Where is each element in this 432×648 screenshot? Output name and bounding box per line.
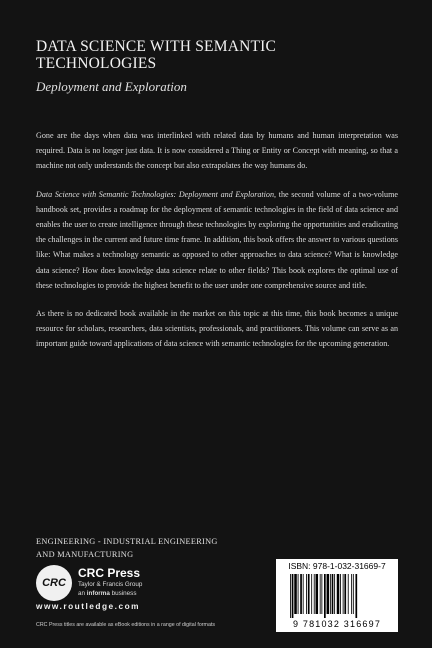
informa-word: informa — [86, 590, 110, 597]
barcode-bar — [308, 574, 310, 614]
barcode-bar — [344, 574, 346, 614]
blurb-paragraph-2-text: , the second volume of a two-volume handbook set, provides a roadmap for the deployment of semantic technologies in the field of data science and enables the user to create intelligence through these technologies by exploring the opportunities and eradicating the challenges in the current and future time frame. In addition, this book offers the answer to various questions like: What makes a technology semantic as opposed to other approaches to data science? What is knowledge data science? How does knowledge data science relate to other fields? This book explores the optimal use of these technologies to provide the highest benefit to the user under one comprehensive source and title. — [36, 189, 398, 290]
book-title-italic: Data Science with Semantic Technologies: Deployment and Exploration — [36, 189, 275, 199]
barcode-digits: 9 781032 316697 — [292, 619, 382, 629]
barcode-bar — [298, 574, 299, 614]
barcode-bar — [355, 574, 357, 618]
barcode-bar — [300, 574, 302, 614]
barcode-bar — [330, 574, 331, 614]
crc-logo-icon: CRC — [36, 565, 72, 601]
book-title: DATA SCIENCE WITH SEMANTIC TECHNOLOGIES — [36, 38, 277, 72]
barcode-bar — [316, 574, 319, 614]
book-subtitle: Deployment and Exploration — [36, 79, 187, 94]
isbn-label: ISBN: 978-1-032-31669-7 — [288, 561, 386, 571]
barcode-bar — [306, 574, 307, 614]
barcode-bar — [292, 574, 294, 618]
barcode-bar — [290, 574, 291, 618]
barcode-bar — [314, 574, 315, 614]
informa-an: an — [78, 590, 86, 597]
barcode-bar — [327, 574, 330, 614]
barcode-bar — [340, 574, 341, 614]
category-line-2: AND MANUFACTURING — [36, 549, 134, 559]
publisher-name: CRC Press — [78, 566, 141, 580]
category-line-1: ENGINEERING - INDUSTRIAL ENGINEERING — [36, 537, 218, 546]
barcode-bar — [303, 574, 304, 614]
barcode-bar — [311, 574, 312, 614]
barcode-box — [276, 559, 398, 632]
blurb-paragraph-2 — [36, 187, 398, 293]
barcode-bar — [353, 574, 354, 614]
barcode-bar — [324, 574, 326, 618]
blurb-paragraph-3: As there is no dedicated book available in the market on this topic at this time, this book becomes a unique resource for scholars, researchers, data scientists, professionals, and practitioners. This volume can serve as an important guide toward applications of data science with semantic technologies for the upcoming generation. — [36, 309, 398, 349]
barcode-bar — [334, 574, 335, 614]
informa-business: business — [111, 590, 137, 597]
barcode-bar — [337, 574, 340, 614]
barcode-icon — [290, 574, 384, 618]
barcode-bar — [343, 574, 344, 614]
barcode-bar — [351, 574, 352, 614]
ebook-note: CRC Press titles are available as eBook editions in a range of digital formats — [36, 622, 216, 628]
barcode-bar — [348, 574, 349, 614]
blurb-paragraph-1: Gone are the days when data was interlinked with related data by humans and human interpretation was required. Data is no longer just data. It is now considered a Thing or Entity or Concept with meaning, so that a machine not only understands the concept but also extrapolates the way humans do. — [36, 131, 398, 171]
subject-category — [36, 536, 276, 561]
publisher-url: www.routledge.com — [36, 601, 141, 611]
barcode-bar — [321, 574, 322, 614]
barcode-bar — [332, 574, 334, 614]
barcode-bar — [294, 574, 297, 614]
publisher-group: Taylor & Francis Group — [78, 581, 143, 588]
publisher-informa — [78, 590, 136, 597]
barcode-bar — [320, 574, 321, 614]
blurb — [36, 128, 398, 365]
